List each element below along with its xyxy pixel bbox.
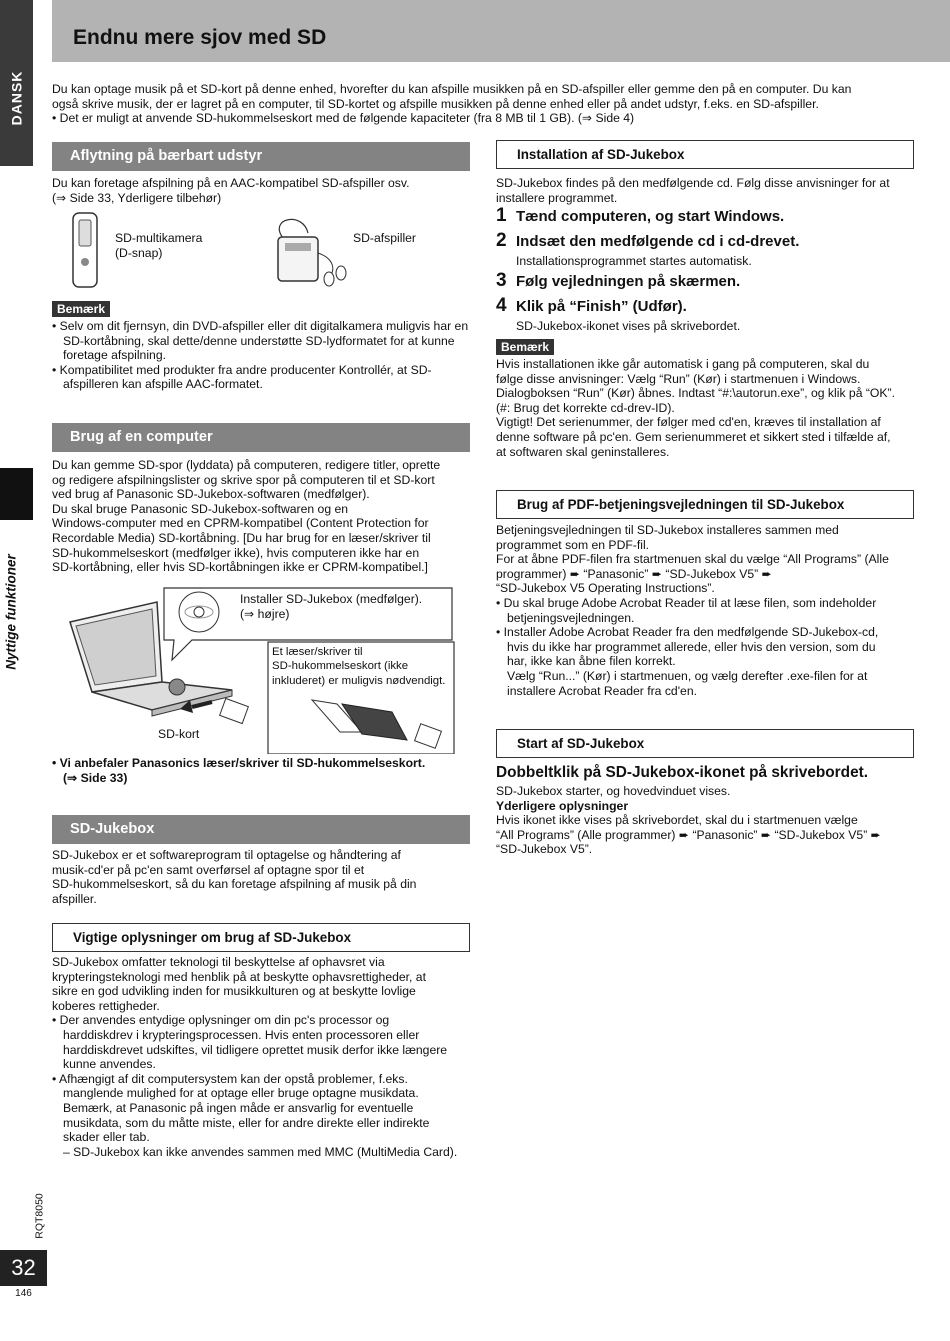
section-label: Nyttige funktioner	[3, 554, 19, 670]
text-line: afspiller.	[52, 891, 97, 906]
text-line: denne software på pc'en. Gem serienummeret et sikkert sted i tilfælde af,	[496, 429, 891, 444]
text-line: SD-Jukebox er et softwareprogram til optagelse og håndtering af	[52, 848, 401, 862]
text-line: SD-Jukebox starter, og hovedvinduet vises.	[496, 784, 731, 798]
list-item: • Installer Adobe Acrobat Reader fra den medfølgende SD-Jukebox-cd,	[496, 625, 879, 640]
list-item: • Der anvendes entydige oplysninger om din pc's processor og	[52, 1013, 390, 1028]
text-line: programmet som en PDF-fil.	[496, 537, 650, 552]
step-2-sub: Installationsprogrammet startes automatisk.	[516, 254, 752, 268]
important-text	[52, 955, 470, 1159]
step-number: 3	[496, 269, 507, 291]
start-instruction: Dobbeltklik på SD-Jukebox-ikonet på skrivebordet.	[496, 764, 869, 781]
text-line: musik-cd'er på pc'en samt overførsel af optagne spor til et	[52, 862, 365, 877]
installation-text	[496, 176, 916, 205]
step-text: Klik på “Finish” (Udfør).	[516, 297, 687, 315]
language-tab	[0, 0, 33, 166]
text-line: harddiskdrev i krypteringsprocessen. Hvis enten processoren eller	[63, 1027, 420, 1042]
page-number: 32	[0, 1250, 47, 1286]
text-line: skader eller tab.	[63, 1130, 150, 1145]
text-line: (⇒ Side 33, Yderligere tilbehør)	[52, 190, 222, 205]
recommendation	[52, 756, 470, 785]
step-number: 1	[496, 205, 507, 226]
list-item: • Du skal bruge Adobe Acrobat Reader til at læse filen, som indeholder	[496, 595, 877, 610]
heading-important-info: Vigtige oplysninger om brug af SD-Jukebox	[52, 923, 470, 952]
install-note-badge	[496, 339, 554, 355]
text-line: “All Programs” (Alle programmer) ➨ “Panasonic” ➨ “SD-Jukebox V5” ➨	[496, 827, 881, 842]
installation-steps	[496, 204, 916, 333]
text-line: Recordable Media) SD-kortåbning. [Du har brug for en læser/skriver til	[52, 530, 431, 545]
text-line: Windows-computer med en CPRM-kompatibel (Content Protection for	[52, 516, 429, 531]
install-note	[496, 357, 916, 459]
callout-reader	[272, 645, 445, 688]
text-line: Bemærk, at Panasonic på ingen måde er ansvarlig for eventuelle	[63, 1100, 414, 1115]
step-number: 4	[496, 294, 507, 316]
list-item: • Kompatibilitet med produkter fra andre producenter Kontrollér, at SD-afspilleren kan afspille AAC-formatet.	[52, 362, 432, 392]
page-title: Endnu mere sjov med SD	[73, 26, 327, 49]
text-line: Du kan gemme SD-spor (lyddata) på computeren, redigere titler, oprette	[52, 458, 441, 472]
callout-line: Installer SD-Jukebox (medfølger).	[240, 592, 423, 606]
more-info-heading: Yderligere oplysninger	[496, 798, 629, 813]
sd-player-label: SD-afspiller	[353, 231, 416, 245]
text-line: SD-Jukebox findes på den medfølgende cd. Følg disse anvisninger for at	[496, 176, 890, 190]
intro	[52, 82, 932, 126]
text-line: koberes rettigheder.	[52, 998, 160, 1013]
text-line: SD-kortåbning, eller hvis SD-kortåbningen ikke er CPRM-kompatibel.]	[52, 560, 428, 575]
heading-pdf: Brug af PDF-betjeningsvejledningen til SD-Jukebox	[496, 490, 914, 519]
portable-text	[52, 176, 470, 205]
portable-notes	[52, 319, 470, 392]
sd-card-label: SD-kort	[158, 727, 200, 741]
heading-computer: Brug af en computer	[52, 423, 470, 452]
text-line: programmer) ➨ “Panasonic” ➨ “SD-Jukebox V5” ➨	[496, 566, 772, 581]
text-line: (⇒ Side 33)	[63, 770, 128, 785]
step-4-sub: SD-Jukebox-ikonet vises på skrivebordet.	[516, 318, 741, 333]
callout-line: inkluderet) er muligvis nødvendigt.	[272, 674, 446, 687]
step-text: Følg vejledningen på skærmen.	[516, 272, 741, 290]
callout-line: (⇒ højre)	[240, 606, 290, 621]
language-tab-label: DANSK	[8, 70, 25, 126]
text-line: Hvis ikonet ikke vises på skrivebordet, skal du i startmenuen vælge	[496, 813, 858, 828]
step-3	[496, 269, 916, 294]
page-subnumber: 146	[15, 1288, 32, 1299]
intro-bullet: • Det er muligt at anvende SD-hukommelseskort med de følgende kapaciteter (fra 8 MB til 1 GB). (⇒ Side 4)	[52, 111, 635, 126]
heading-installation: Installation af SD-Jukebox	[496, 140, 914, 169]
text-line: Du skal bruge Panasonic SD-Jukebox-softwaren og en	[52, 501, 349, 516]
step-4	[496, 294, 916, 319]
text-line: ved brug af Panasonic SD-Jukebox-softwaren (medfølger).	[52, 487, 370, 502]
section-marker	[0, 468, 33, 520]
text-line: kunne anvendes.	[63, 1057, 156, 1072]
sd-player-illustration	[263, 213, 353, 293]
text-line: “SD-Jukebox V5”.	[496, 842, 593, 857]
list-item: • Afhængigt af dit computersystem kan der opstå problemer, f.eks.	[52, 1071, 408, 1086]
text-line: at softwaren skal geninstalleres.	[496, 444, 670, 459]
text-line: Dialogboksen “Run” (Kør) åbnes. Indtast “#:\autorun.exe”, og klik på “OK”.	[496, 386, 895, 401]
text-line: SD-hukommelseskort, så du kan foretage afspilning af musik på din	[52, 877, 417, 892]
note-badge-label: Bemærk	[496, 339, 554, 355]
text-line: sikre en god udvikling inden for musikkulturen og at beskytte lovlige	[52, 984, 416, 999]
list-item: • Selv om dit fjernsyn, din DVD-afspiller eller dit digitalkamera muligvis har en SD-kortåbning, skal dette/denne understøtte SD-lydformatet for at kunne foretage afspilning.	[52, 319, 469, 363]
heading-portable: Aflytning på bærbart udstyr	[52, 142, 470, 171]
text-line: harddiskdrevet udskiftes, vil tidligere oprettet musik derfor ikke længere	[63, 1042, 448, 1057]
text-line: Vigtigt! Det serienummer, der følger med cd'en, kræves til installation af	[496, 415, 881, 430]
text-line: (#: Brug det korrekte cd-drev-ID).	[496, 400, 675, 415]
jukebox-text	[52, 848, 470, 906]
intro-line: også skrive musik, der er lagret på en computer, til SD-kortet og afspille musikken på denne enhed eller på andet udstyr, f.eks. en SD-afspiller.	[52, 96, 819, 111]
step-number: 2	[496, 230, 507, 251]
text-line: Hvis installationen ikke går automatisk i gang på computeren, skal du	[496, 357, 870, 371]
text-line: har, ikke kan åbne filen korrekt.	[507, 654, 676, 669]
camera-illustration	[68, 210, 104, 292]
step-text: Indsæt den medfølgende cd i cd-drevet.	[516, 233, 800, 250]
text-line: installere Acrobat Reader fra cd'en.	[507, 683, 697, 698]
note-badge-label: Bemærk	[52, 301, 110, 317]
start-section	[496, 762, 916, 857]
dash-item: – SD-Jukebox kan ikke anvendes sammen med MMC (MultiMedia Card).	[63, 1144, 458, 1159]
intro-line: Du kan optage musik på et SD-kort på denne enhed, hvorefter du kan afspille musikken på en SD-afspiller eller gemme den på en computer. Du kan	[52, 82, 852, 96]
text-line: Vælg “Run...” (Kør) i startmenuen, og vælg derefter .exe-filen for at	[507, 668, 868, 683]
text-line: • Vi anbefaler Panasonics læser/skriver til SD-hukommelseskort.	[52, 756, 426, 770]
callout-line: Et læser/skriver til	[272, 646, 363, 658]
text-line: Du kan foretage afspilning på en AAC-kompatibel SD-afspiller osv.	[52, 176, 410, 190]
step-1	[496, 204, 916, 229]
text-line: For at åbne PDF-filen fra startmenuen skal du vælge “All Programs” (Alle	[496, 552, 889, 567]
note-badge	[52, 301, 110, 317]
text-line: følge disse anvisninger: Vælg “Run” (Kør) i startmenuen i Windows.	[496, 371, 861, 386]
text-line: og redigere afspilningslister og skrive spor på computeren til et SD-kort	[52, 472, 435, 487]
computer-text	[52, 458, 470, 575]
heading-sd-jukebox: SD-Jukebox	[52, 815, 470, 844]
text-line: Betjeningsvejledningen til SD-Jukebox installeres sammen med	[496, 523, 839, 537]
title-bar	[52, 0, 950, 62]
text-line: SD-Jukebox omfatter teknologi til beskyttelse af ophavsret via	[52, 955, 385, 969]
camera-label-line: SD-multikamera	[115, 231, 203, 245]
pdf-text	[496, 523, 916, 698]
text-line: betjeningsvejledningen.	[507, 610, 635, 625]
text-line: hvis du ikke har programmet allerede, eller hvis den version, som du	[507, 639, 876, 654]
callout-line: SD-hukommelseskort (ikke	[272, 660, 409, 673]
text-line: musikdata, som du måtte miste, eller for andre direkte eller indirekte	[63, 1115, 430, 1130]
step-text: Tænd computeren, og start Windows.	[516, 208, 785, 225]
text-line: “SD-Jukebox V5 Operating Instructions”.	[496, 581, 715, 596]
text-line: krypteringsteknologi med henblik på at beskytte ophavsrettigheder, at	[52, 969, 426, 984]
model-code: RQT8050	[33, 1193, 46, 1239]
camera-label-line: (D-snap)	[115, 245, 163, 260]
heading-start: Start af SD-Jukebox	[496, 729, 914, 758]
step-2	[496, 229, 916, 254]
text-line: manglende mulighed for at optage eller bruge optagne musikdata.	[63, 1086, 419, 1101]
text-line: installere programmet.	[496, 190, 618, 205]
camera-label	[115, 231, 202, 260]
callout-install	[240, 592, 422, 621]
text-line: SD-hukommelseskort (medfølger ikke), hvis computeren ikke har en	[52, 545, 420, 560]
